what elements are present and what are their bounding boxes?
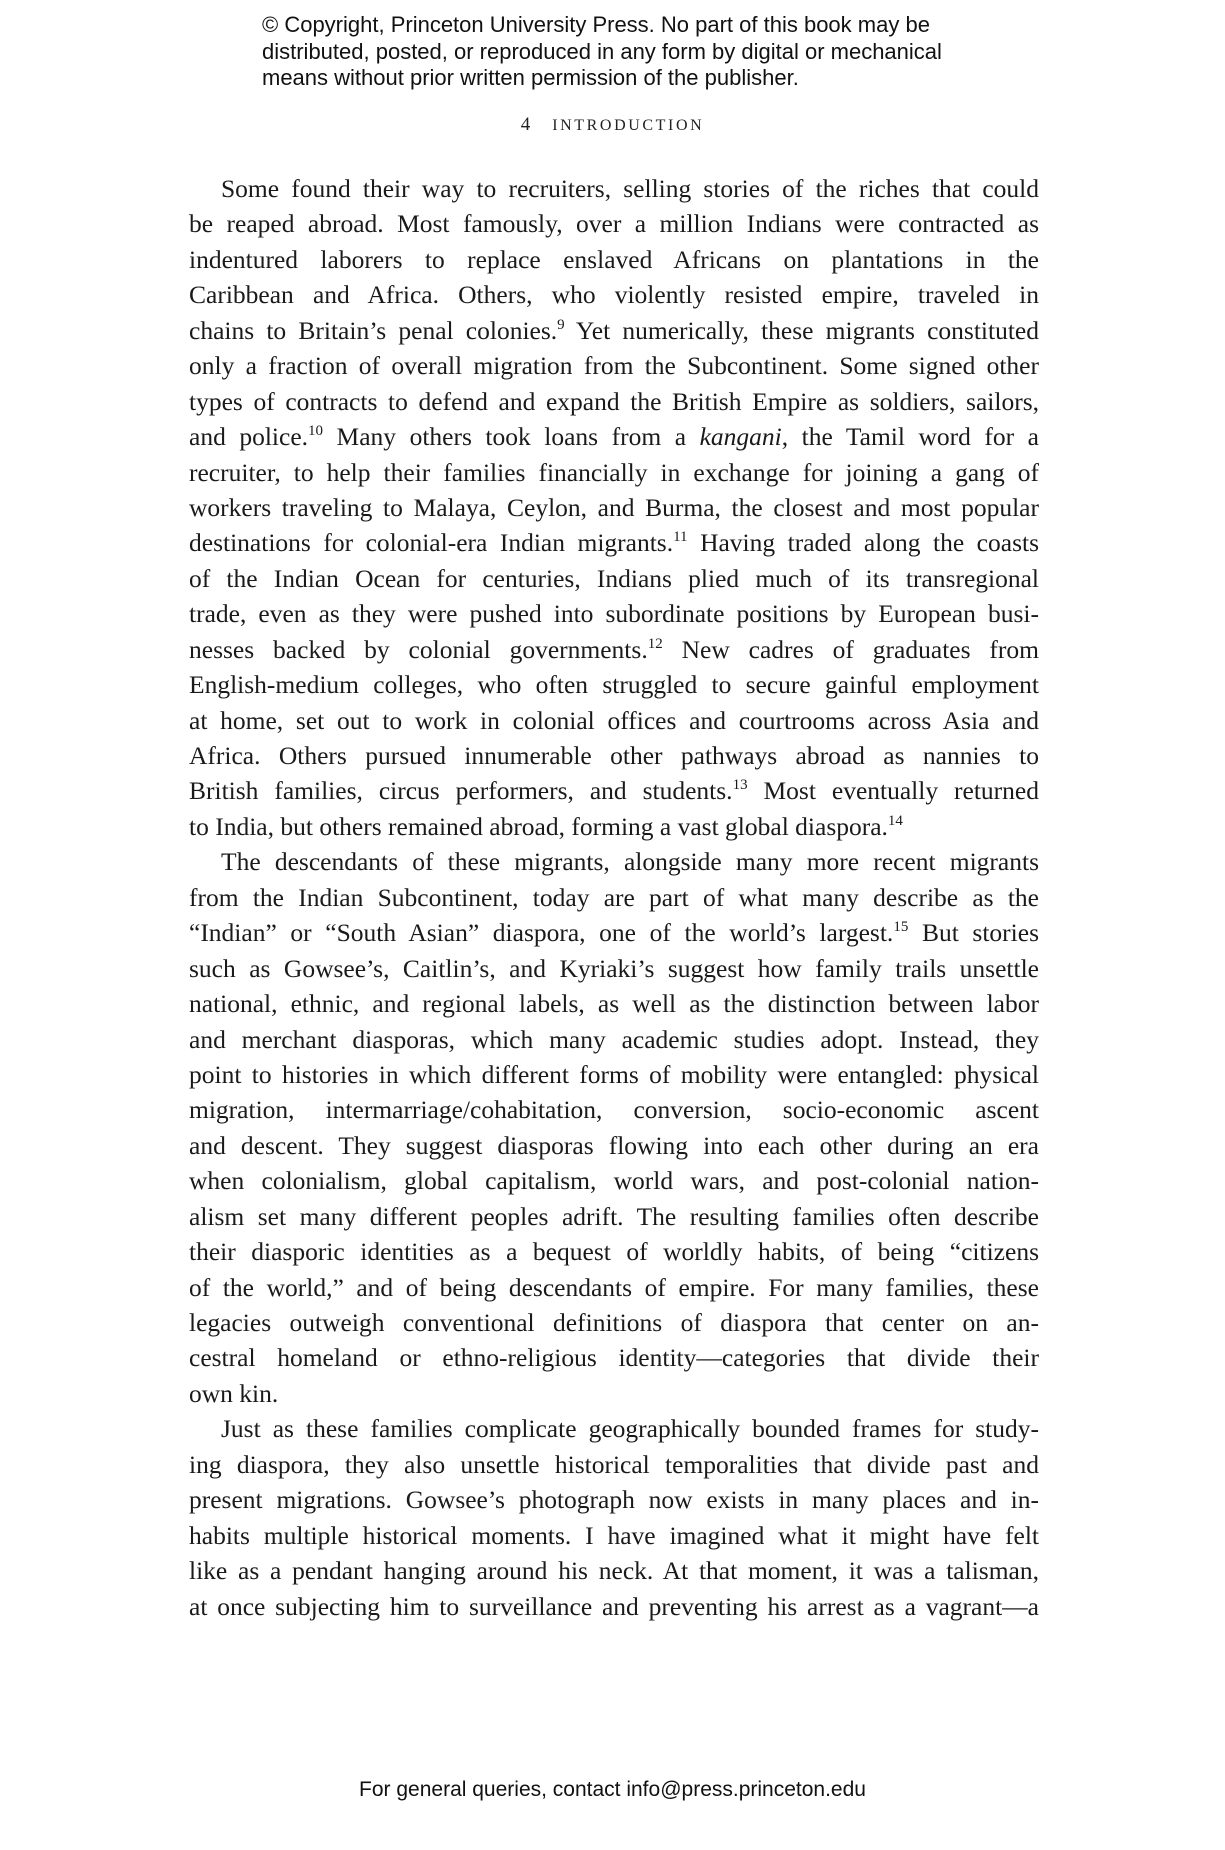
text-line	[189, 206, 1039, 241]
line-text-continued: Having traded along the coasts	[687, 528, 1040, 558]
text-line	[189, 348, 1039, 383]
text-line	[189, 1482, 1039, 1517]
line-text: when colonialism, global capitalism, world wars, and post-colonial nation-	[189, 1166, 1039, 1196]
line-text-continued: , the Tamil word for a	[781, 422, 1040, 452]
line-text: their diasporic identities as a bequest of worldly habits, of being “citizens	[189, 1237, 1039, 1267]
line-text: and police.	[189, 422, 309, 452]
line-text: migration, intermarriage/cohabitation, conversion, socio-economic ascent	[189, 1095, 1039, 1125]
line-text: like as a pendant hanging around his neck. At that moment, it was a talisman,	[189, 1556, 1039, 1586]
text-line	[189, 561, 1039, 596]
copyright-notice	[262, 12, 1022, 92]
text-line	[189, 1518, 1039, 1553]
text-line	[189, 1411, 1039, 1446]
footnote-marker: 9	[557, 316, 565, 333]
line-text: only a fraction of overall migration from the Subcontinent. Some signed other	[189, 351, 1039, 381]
text-line	[189, 703, 1039, 738]
line-text-continued: Many others took loans from a	[323, 422, 700, 452]
line-text: English-medium colleges, who often struggled to secure gainful employment	[189, 670, 1039, 700]
text-line	[189, 667, 1039, 702]
footnote-marker: 14	[887, 812, 903, 829]
footnote-marker: 10	[308, 423, 324, 440]
line-text: Caribbean and Africa. Others, who violently resisted empire, traveled in	[189, 280, 1039, 310]
line-text: workers traveling to Malaya, Ceylon, and Burma, the closest and most popular	[189, 492, 1039, 522]
line-text: and merchant diasporas, which many academic studies adopt. Instead, they	[189, 1024, 1039, 1054]
text-line	[189, 915, 1039, 950]
footnote-marker: 11	[673, 529, 688, 546]
line-text: to India, but others remained abroad, forming a vast global diaspora.	[189, 811, 888, 841]
footer-contact: For general queries, contact info@press.princeton.edu	[359, 1778, 866, 1801]
text-line	[189, 1340, 1039, 1375]
line-text: cestral homeland or ethno-religious identity—categories that divide their	[189, 1343, 1039, 1373]
line-text-continued: Yet numerically, these migrants constituted	[564, 315, 1039, 345]
copyright-notice-line: distributed, posted, or reproduced in any form by digital or mechanical	[262, 38, 942, 64]
footnote-marker: 13	[732, 777, 748, 794]
text-line	[189, 277, 1039, 312]
line-text: be reaped abroad. Most famously, over a million Indians were contracted as	[189, 209, 1039, 239]
text-line	[189, 384, 1039, 419]
footnote-marker: 15	[893, 919, 909, 936]
line-text: indentured laborers to replace enslaved Africans on plantations in the	[189, 244, 1039, 274]
line-text: trade, even as they were pushed into subordinate positions by European busi-	[189, 599, 1039, 629]
line-text: The descendants of these migrants, alongside many more recent migrants	[221, 847, 1039, 877]
line-text: present migrations. Gowsee’s photograph now exists in many places and in-	[189, 1485, 1039, 1515]
line-text: own kin.	[189, 1378, 279, 1408]
text-line	[189, 880, 1039, 915]
text-line	[189, 1447, 1039, 1482]
text-line	[189, 171, 1039, 206]
text-line	[189, 951, 1039, 986]
line-text: destinations for colonial-era Indian migrants.	[189, 528, 674, 558]
footnote-marker: 12	[647, 635, 663, 652]
line-text: chains to Britain’s penal colonies.	[189, 315, 558, 345]
line-text: British families, circus performers, and students.	[189, 776, 733, 806]
line-text: legacies outweigh conventional definitions of diaspora that center on an-	[189, 1308, 1039, 1337]
text-line	[189, 844, 1039, 879]
text-line	[189, 1234, 1039, 1269]
copyright-notice-line: © Copyright, Princeton University Press. No part of this book may be	[262, 12, 930, 37]
line-text: at home, set out to work in colonial offices and courtrooms across Asia and	[189, 705, 1039, 735]
italic-term: kangani	[699, 422, 782, 452]
copyright-notice-line: means without prior written permission of the publisher.	[262, 65, 799, 90]
text-line	[189, 773, 1039, 808]
text-line	[189, 1022, 1039, 1057]
running-head	[0, 114, 1225, 136]
text-line	[189, 1057, 1039, 1092]
text-line	[189, 1270, 1039, 1305]
text-line	[189, 809, 1039, 844]
line-text-continued: New cadres of graduates from	[662, 634, 1039, 664]
text-line	[189, 1128, 1039, 1163]
text-line	[189, 632, 1039, 667]
line-text: national, ethnic, and regional labels, as well as the distinction between labor	[189, 989, 1039, 1019]
line-text: “Indian” or “South Asian” diaspora, one of the world’s largest.	[189, 918, 894, 948]
text-line	[189, 1553, 1039, 1588]
line-text-continued: But stories	[908, 918, 1039, 948]
line-text: recruiter, to help their families financially in exchange for joining a gang of	[189, 457, 1039, 487]
line-text: from the Indian Subcontinent, today are part of what many describe as the	[189, 882, 1039, 912]
line-text: habits multiple historical moments. I have imagined what it might have felt	[189, 1520, 1039, 1550]
line-text: of the Indian Ocean for centuries, Indians plied much of its transregional	[189, 563, 1039, 593]
line-text-continued: Most eventually returned	[747, 776, 1039, 806]
line-text: at once subjecting him to surveillance and preventing his arrest as a vagrant—a	[189, 1591, 1039, 1621]
text-line	[189, 738, 1039, 773]
chapter-title: INTRODUCTION	[552, 117, 705, 134]
text-line	[189, 242, 1039, 277]
line-text: point to histories in which different forms of mobility were entangled: physical	[189, 1059, 1039, 1089]
line-text: of the world,” and of being descendants of empire. For many families, these	[189, 1272, 1039, 1302]
text-line	[189, 1376, 1039, 1411]
text-line	[189, 596, 1039, 631]
text-line	[189, 986, 1039, 1021]
line-text: and descent. They suggest diasporas flowing into each other during an era	[189, 1130, 1039, 1160]
text-line	[189, 419, 1039, 454]
body-text	[189, 171, 1039, 1624]
text-line	[189, 313, 1039, 348]
line-text: alism set many different peoples adrift. The resulting families often describe	[189, 1201, 1039, 1231]
text-line	[189, 1199, 1039, 1234]
page-number: 4	[520, 114, 531, 135]
line-text: Just as these families complicate geographically bounded frames for study-	[221, 1414, 1039, 1444]
text-line	[189, 525, 1039, 560]
line-text: Africa. Others pursued innumerable other pathways abroad as nannies to	[189, 741, 1039, 770]
line-text: such as Gowsee’s, Caitlin’s, and Kyriaki’s suggest how family trails unsettle	[189, 953, 1039, 983]
line-text: Some found their way to recruiters, selling stories of the riches that could	[221, 174, 1039, 203]
line-text: nesses backed by colonial governments.	[189, 634, 648, 664]
text-line	[189, 455, 1039, 490]
text-line	[189, 1092, 1039, 1127]
text-line	[189, 1163, 1039, 1198]
text-line	[189, 490, 1039, 525]
line-text: ing diaspora, they also unsettle historical temporalities that divide past and	[189, 1449, 1039, 1479]
line-text: types of contracts to defend and expand the British Empire as soldiers, sailors,	[189, 386, 1039, 416]
text-line	[189, 1305, 1039, 1340]
text-line	[189, 1589, 1039, 1624]
